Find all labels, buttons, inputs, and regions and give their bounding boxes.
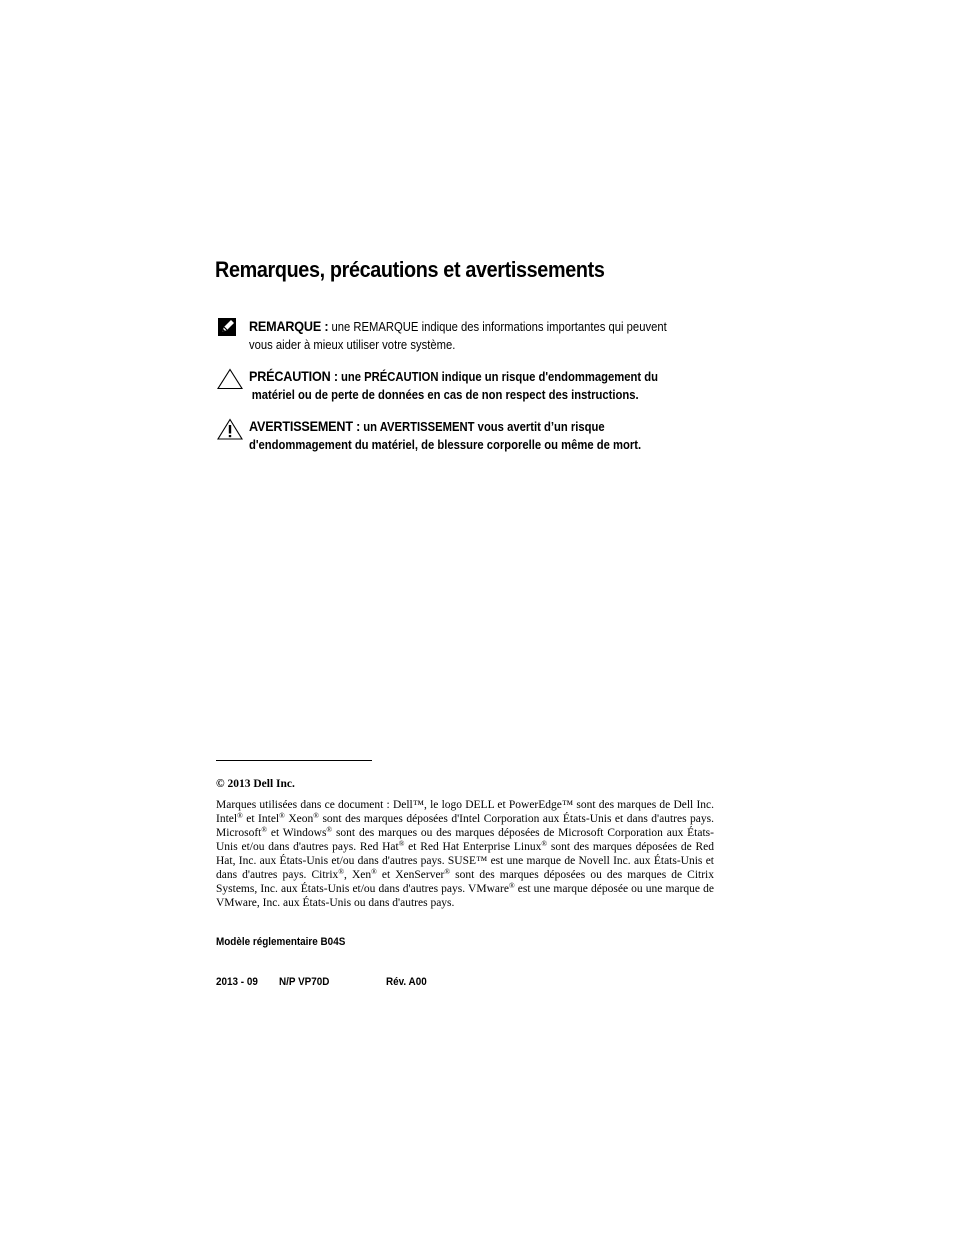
- pencil-icon: [216, 318, 238, 343]
- caution-triangle-icon: [216, 368, 244, 395]
- trademark-text-3: Xeon: [284, 813, 314, 825]
- trademark-text-4: sont des marques déposées d'Intel Corporation aux États-Unis et dans d'autres pays. Microsoft: [216, 813, 715, 839]
- caution-text: [249, 368, 699, 404]
- regulatory-model: Modèle réglementaire B04S: [216, 936, 346, 948]
- trademark-text-9: , Xen: [344, 869, 372, 881]
- warning-text: [249, 418, 699, 454]
- trademark-text-2: et Intel: [242, 813, 280, 825]
- trademark-text-1: Marques utilisées dans ce document : Dell™, le logo DELL et PowerEdge™ sont des marques de Dell Inc. Intel: [216, 799, 714, 825]
- warning-triangle-icon: [216, 418, 244, 446]
- trademark-text-11: sont des marques déposées ou des marques de Citrix Systems, Inc. aux États-Unis et/ou dans d'autres pays. VMware: [216, 869, 714, 895]
- registered-mark: ®: [444, 867, 451, 876]
- note-label: REMARQUE :: [249, 318, 329, 334]
- page-title: Remarques, précautions et avertissements: [215, 257, 605, 282]
- caution-label: PRÉCAUTION :: [249, 368, 338, 384]
- footer-part-number: N/P VP70D: [279, 976, 330, 988]
- registered-mark: ®: [279, 811, 285, 820]
- footer-date: 2013 - 09: [216, 976, 258, 988]
- trademark-text-5: et Windows: [267, 827, 327, 839]
- registered-mark: ®: [398, 839, 405, 848]
- registered-mark: ®: [237, 811, 243, 820]
- footer-revision: Rév. A00: [386, 976, 427, 988]
- registered-mark: ®: [326, 825, 333, 834]
- trademark-text-10: et XenServer: [376, 869, 445, 881]
- registered-mark: ®: [261, 825, 268, 834]
- registered-mark: ®: [338, 867, 345, 876]
- registered-mark: ®: [541, 839, 548, 848]
- trademark-text-7: et Red Hat Enterprise Linux: [404, 841, 542, 853]
- warning-line2: d'endommagement du matériel, de blessure corporelle ou même de mort.: [249, 437, 642, 452]
- caution-line1: une PRÉCAUTION indique un risque d'endommagement du: [337, 370, 659, 384]
- note-text: [249, 318, 699, 354]
- registered-mark: ®: [313, 811, 319, 820]
- trademark-text-6: sont des marques ou des marques déposées de Microsoft Corporation aux États-Unis et/ou dans d'autres pays. Red Hat: [216, 827, 714, 853]
- note-line2: vous aider à mieux utiliser votre système.: [249, 337, 456, 352]
- trademark-notice: [216, 798, 714, 910]
- copyright: © 2013 Dell Inc.: [216, 778, 295, 790]
- warning-line1: un AVERTISSEMENT vous avertit d’un risque: [360, 420, 605, 434]
- trademark-text-8: sont des marques déposées de Red Hat, Inc. aux États-Unis et/ou dans d'autres pays. SUSE™ est une marque de Novell Inc. aux États-Unis et dans d'autres pays. Citrix: [216, 841, 714, 881]
- note-line1: une REMARQUE indique des informations importantes qui peuvent: [328, 320, 667, 334]
- registered-mark: ®: [508, 881, 515, 890]
- footnote-divider: [216, 760, 372, 761]
- trademark-text-12: est une marque déposée ou une marque de VMware, Inc. aux États-Unis ou dans d'autres pays.: [216, 883, 715, 909]
- registered-mark: ®: [371, 867, 377, 876]
- caution-line2: matériel ou de perte de données en cas de non respect des instructions.: [251, 387, 639, 402]
- warning-label: AVERTISSEMENT :: [249, 418, 361, 434]
